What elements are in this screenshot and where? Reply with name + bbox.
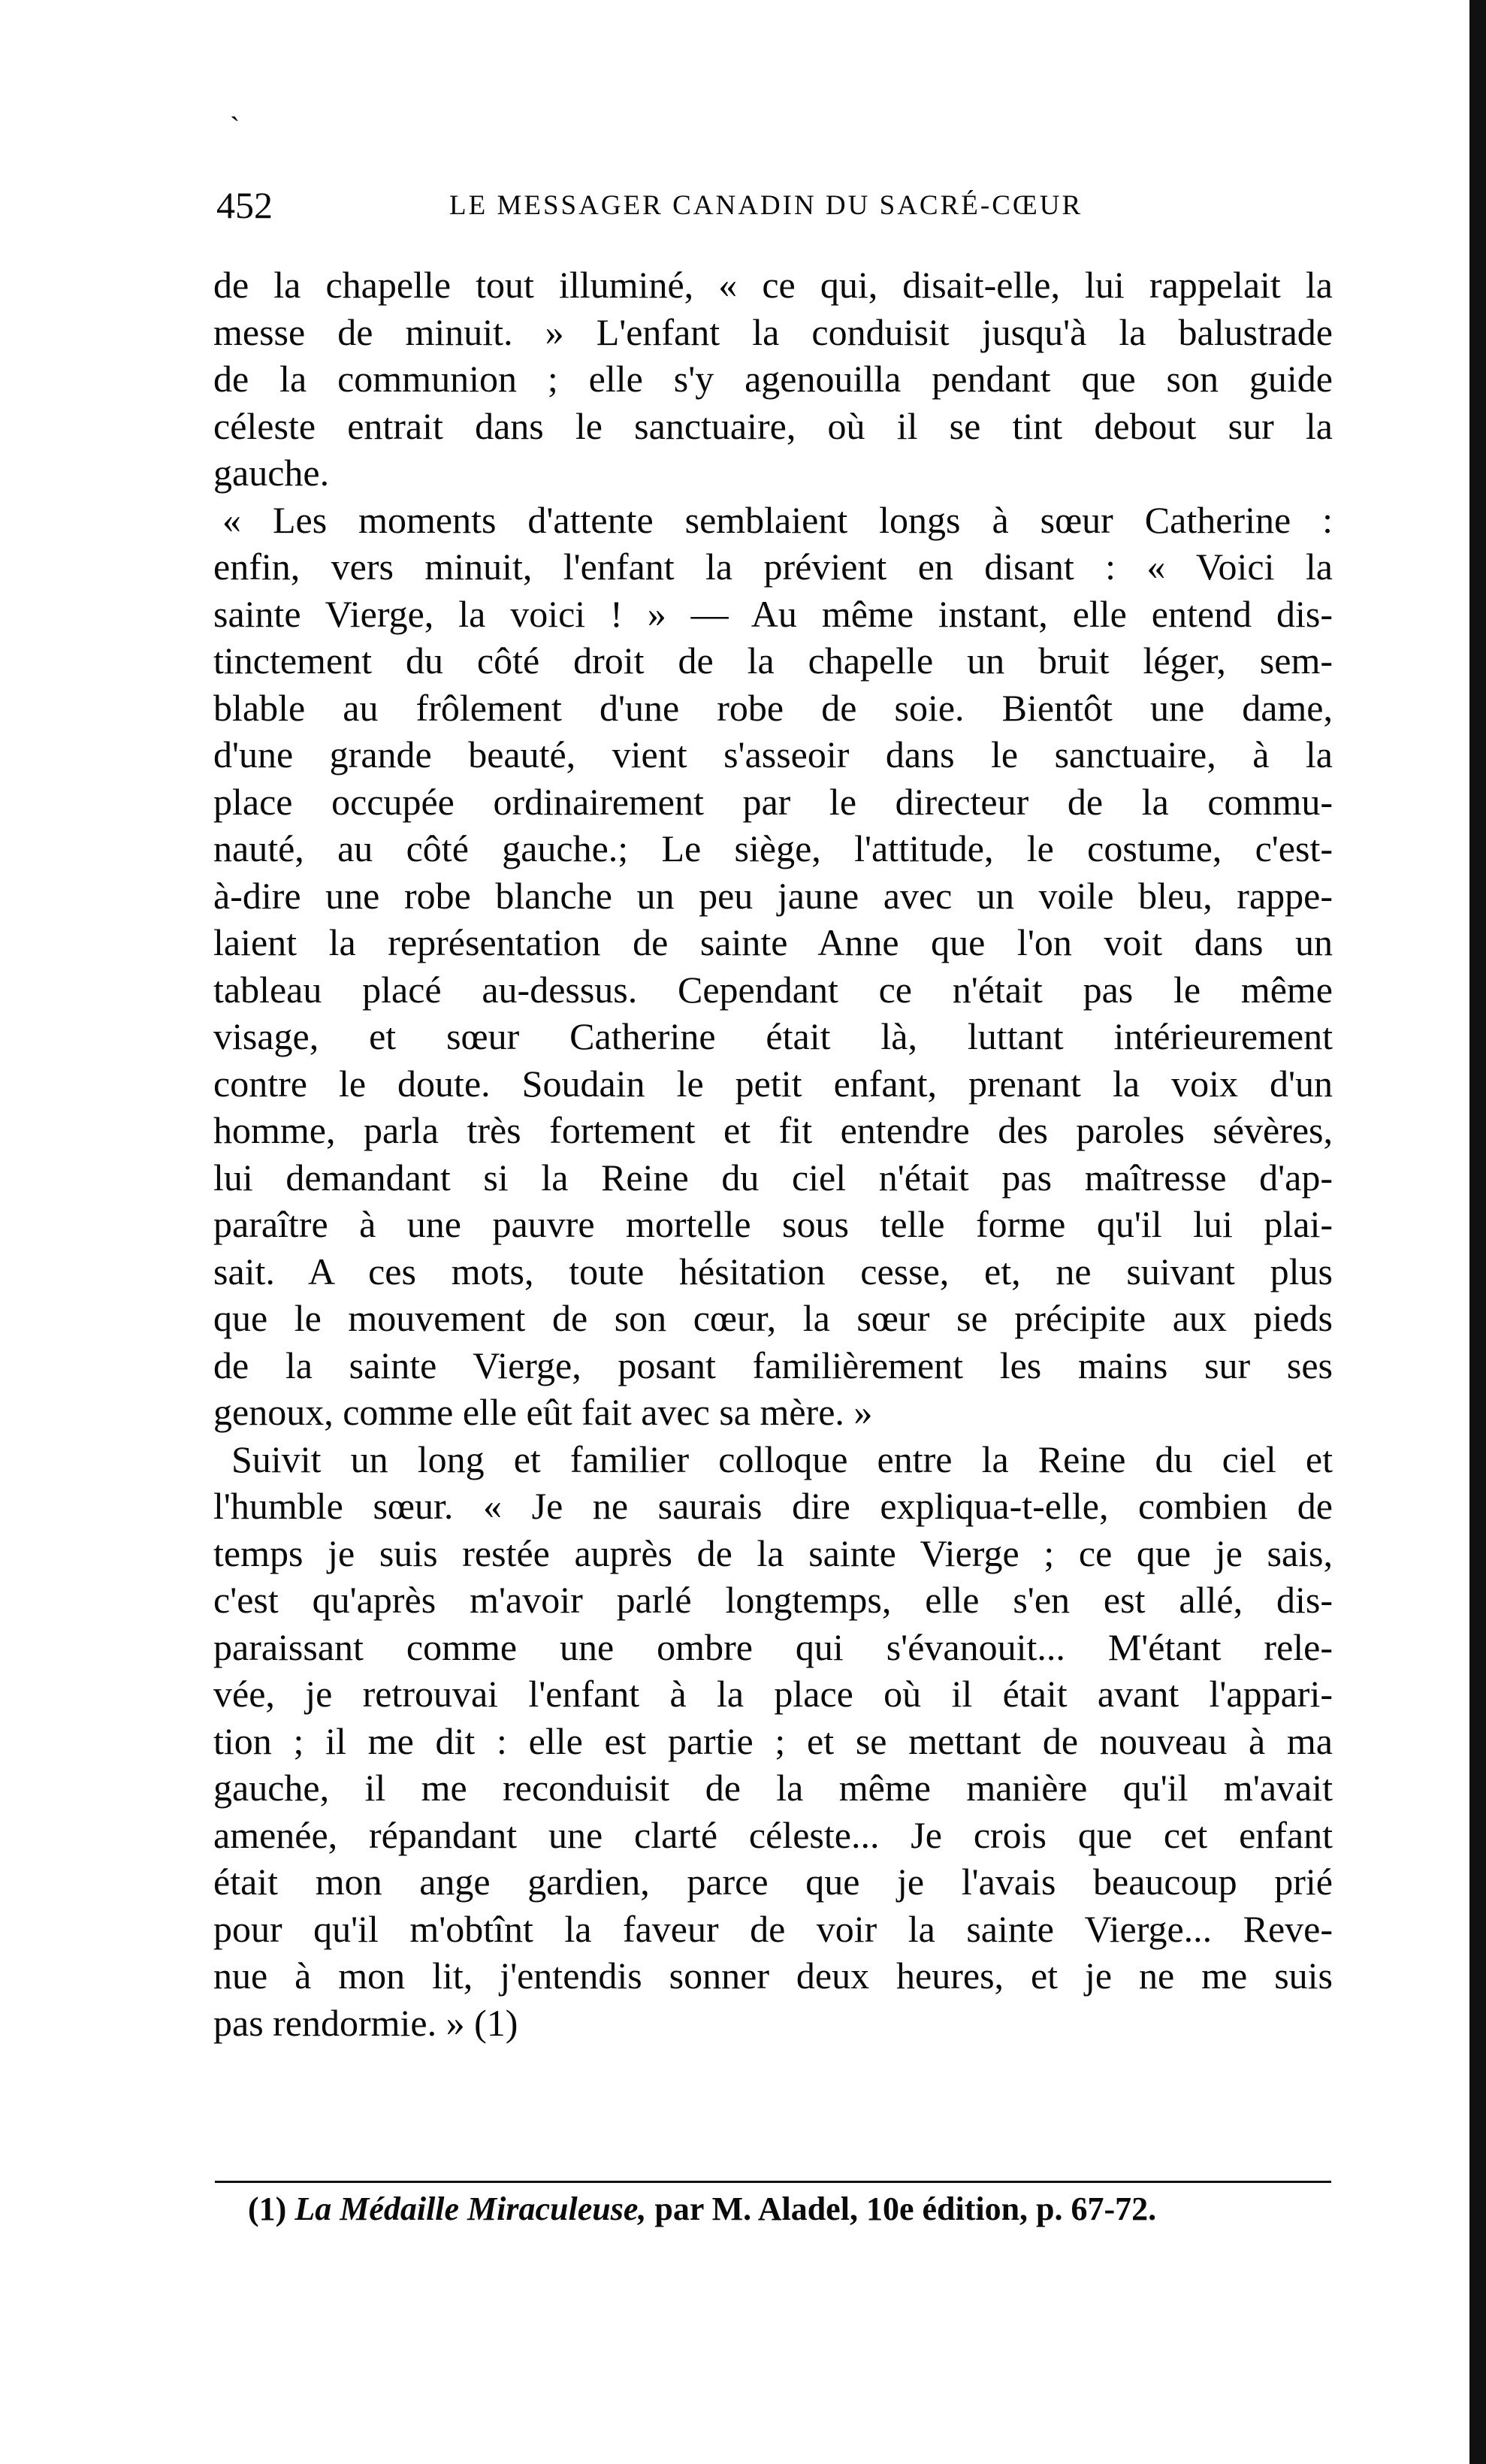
footnote-title: La Médaille Miraculeuse, <box>294 2190 647 2227</box>
text-line: vée, je retrouvai l'enfant à la place où il était avant l'appari- <box>213 1673 1333 1715</box>
text-line: céleste entrait dans le sanctuaire, où il se tint debout sur la <box>213 404 1333 447</box>
text-line: tion ; il me dit : elle est partie ; et se mettant de nouveau à ma <box>213 1719 1333 1762</box>
text-line: paraissant comme une ombre qui s'évanouit... M'étant rele- <box>213 1625 1333 1668</box>
text-line: sait. A ces mots, toute hésitation cesse, et, ne suivant plus <box>213 1250 1333 1292</box>
text-line: pas rendormie. » (1) <box>213 2001 518 2044</box>
text-line: de la communion ; elle s'y agenouilla pendant que son guide <box>213 358 1333 400</box>
text-line: de la chapelle tout illuminé, « ce qui, disait-elle, lui rappelait la <box>213 264 1333 306</box>
text-line: genoux, comme elle eût fait avec sa mère. » <box>213 1391 873 1433</box>
text-line: gauche. <box>213 452 330 494</box>
body-text <box>213 262 1333 2046</box>
text-line: nauté, au côté gauche.; Le siège, l'attitude, le costume, c'est- <box>213 827 1333 869</box>
page-header <box>216 179 1336 231</box>
text-line: tinctement du côté droit de la chapelle un bruit léger, sem- <box>213 639 1333 682</box>
text-line: c'est qu'après m'avoir parlé longtemps, elle s'en est allé, dis- <box>213 1579 1333 1621</box>
text-line: enfin, vers minuit, l'enfant la prévient en disant : « Voici la <box>213 546 1333 588</box>
text-line: de la sainte Vierge, posant familièrement les mains sur ses <box>213 1344 1333 1386</box>
text-line: « Les moments d'attente semblaient longs à sœur Catherine : <box>222 498 1333 541</box>
text-line: paraître à une pauvre mortelle sous telle forme qu'il lui plai- <box>213 1203 1333 1245</box>
text-line: pour qu'il m'obtînt la faveur de voir la sainte Vierge... Reve- <box>213 1907 1333 1950</box>
text-line: contre le doute. Soudain le petit enfant, prenant la voix d'un <box>213 1062 1333 1105</box>
text-line: d'une grande beauté, vient s'asseoir dans le sanctuaire, à la <box>213 733 1333 775</box>
text-line: sainte Vierge, la voici ! » — Au même instant, elle entend dis- <box>213 592 1333 635</box>
stray-ink-mark: ` <box>230 110 240 144</box>
footnote-rest: par M. Aladel, 10e édition, p. 67-72. <box>646 2190 1157 2227</box>
text-line: messe de minuit. » L'enfant la conduisit jusqu'à la balustrade <box>213 310 1333 353</box>
text-line: blable au frôlement d'une robe de soie. Bientôt une dame, <box>213 686 1333 729</box>
text-line: lui demandant si la Reine du ciel n'était pas maîtresse d'ap- <box>213 1156 1333 1199</box>
text-line: laient la représentation de sainte Anne que l'on voit dans un <box>213 921 1333 963</box>
footnote-marker: (1) <box>248 2190 287 2227</box>
text-line: à-dire une robe blanche un peu jaune avec un voile bleu, rappe- <box>213 874 1333 917</box>
text-line: place occupée ordinairement par le directeur de la commu- <box>213 780 1333 823</box>
text-line: nue à mon lit, j'entendis sonner deux heures, et je ne me suis <box>213 1955 1333 1997</box>
text-line: était mon ange gardien, parce que je l'avais beaucoup prié <box>213 1861 1333 1903</box>
page-edge-shadow <box>1469 0 1486 2464</box>
text-line: l'humble sœur. « Je ne saurais dire expliqua-t-elle, combien de <box>213 1485 1333 1527</box>
text-line: tableau placé au-dessus. Cependant ce n'était pas le même <box>213 968 1333 1011</box>
text-line: visage, et sœur Catherine était là, luttant intérieurement <box>213 1015 1333 1057</box>
footnote-rule <box>215 2181 1331 2183</box>
text-line: amenée, répandant une clarté céleste... Je crois que cet enfant <box>213 1813 1333 1856</box>
footnote <box>248 2187 1337 2232</box>
text-line: gauche, il me reconduisit de la même manière qu'il m'avait <box>213 1767 1333 1809</box>
text-line: Suivit un long et familier colloque entre la Reine du ciel et <box>231 1438 1333 1480</box>
running-head: LE MESSAGER CANADIN DU SACRÉ-CŒUR <box>449 190 1083 221</box>
text-line: homme, parla très fortement et fit entendre des paroles sévères, <box>213 1109 1333 1151</box>
page-number: 452 <box>216 184 273 226</box>
text-line: que le mouvement de son cœur, la sœur se précipite aux pieds <box>213 1297 1333 1339</box>
text-line: temps je suis restée auprès de la sainte Vierge ; ce que je sais, <box>213 1531 1333 1574</box>
